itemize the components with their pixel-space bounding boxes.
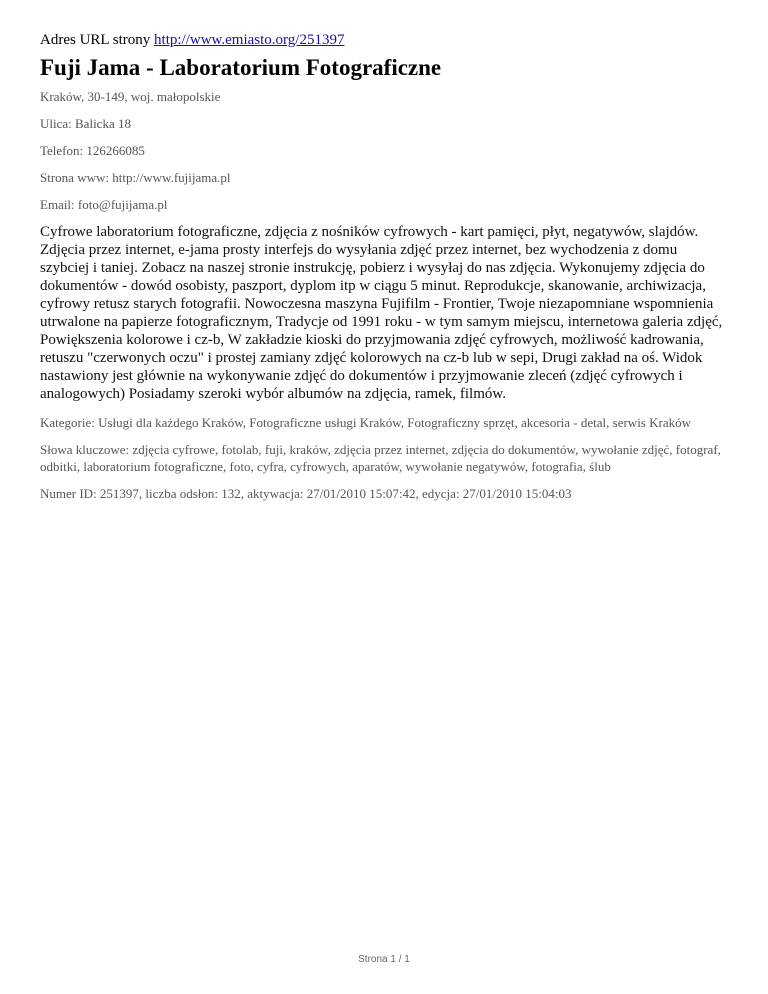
description-text: Cyfrowe laboratorium fotograficzne, zdjęcia z nośników cyfrowych - kart pamięci, płyt, negatywów, slajdów. Zdjęcia przez internet, e-jama prosty interfejs do wysyłania zdjęć przez internet, bez wychodzenia z domu szybciej i taniej. Zobacz na naszej stronie instrukcję, pobierz i wysyłaj do nas zdjęcia. Wykonujemy zdjęcia do dokumentów - dowód osobisty, paszport, dyplom itp w ciągu 5 minut. Reprodukcje, skanowanie, archiwizacja, cyfrowy retusz starych fotografii. Nowoczesna maszyna Fujifilm - Frontier, Twoje niezapomniane wspomnienia utrwalone na papierze fotograficznym, Tradycje od 1991 roku - w tym samym miejscu, internetowa galeria zdjęć, Powiększenia kolorowe i cz-b, W zakładzie kioski do przyjmowania zdjęć cyfrowych, możliwość kadrowania, retuszu "czerwonych oczu" i prostej zamiany zdjęć kolorowych na cz-b lub w sepi, Drugi zakład na oś. Widok nastawiony jest głównie na wykonywanie zdjęć do dokumentów i przyjmowanie zleceń (zdjęć cyfrowych i analogowych) Posiadamy szeroki wybór albumów na zdjęcia, ramek, filmów. bbox=[40, 224, 723, 402]
phone-text: Telefon: 126266085 bbox=[40, 143, 145, 158]
address-text: Kraków, 30-149, woj. małopolskie bbox=[40, 89, 221, 104]
url-label: Adres URL strony bbox=[40, 32, 151, 48]
page-title: Fuji Jama - Laboratorium Fotograficzne bbox=[40, 55, 442, 80]
website-text: Strona www: http://www.fujijama.pl bbox=[40, 170, 231, 185]
categories-text: Kategorie: Usługi dla każdego Kraków, Fotograficzne usługi Kraków, Fotograficzny sprzęt, akcesoria - detal, serwis Kraków bbox=[40, 415, 691, 430]
street-text: Ulica: Balicka 18 bbox=[40, 116, 131, 131]
keywords-text: Słowa kluczowe: zdjęcia cyfrowe, fotolab, fuji, kraków, zdjęcia przez internet, zdjęcia do dokumentów, wywołanie zdjęć, fotograf, odbitki, laboratorium fotograficzne, foto, cyfra, cyfrowych, aparatów, wywołanie negatywów, fotografia, ślub bbox=[40, 442, 721, 474]
email-text: Email: foto@fujijama.pl bbox=[40, 197, 168, 212]
record-info-text: Numer ID: 251397, liczba odsłon: 132, aktywacja: 27/01/2010 15:07:42, edycja: 27/01/2010 15:04:03 bbox=[40, 486, 572, 501]
document-page bbox=[40, 30, 730, 512]
url-link[interactable]: http://www.emiasto.org/251397 bbox=[154, 32, 345, 48]
url-line bbox=[40, 30, 730, 50]
page-footer: Strona 1 / 1 bbox=[358, 954, 410, 965]
